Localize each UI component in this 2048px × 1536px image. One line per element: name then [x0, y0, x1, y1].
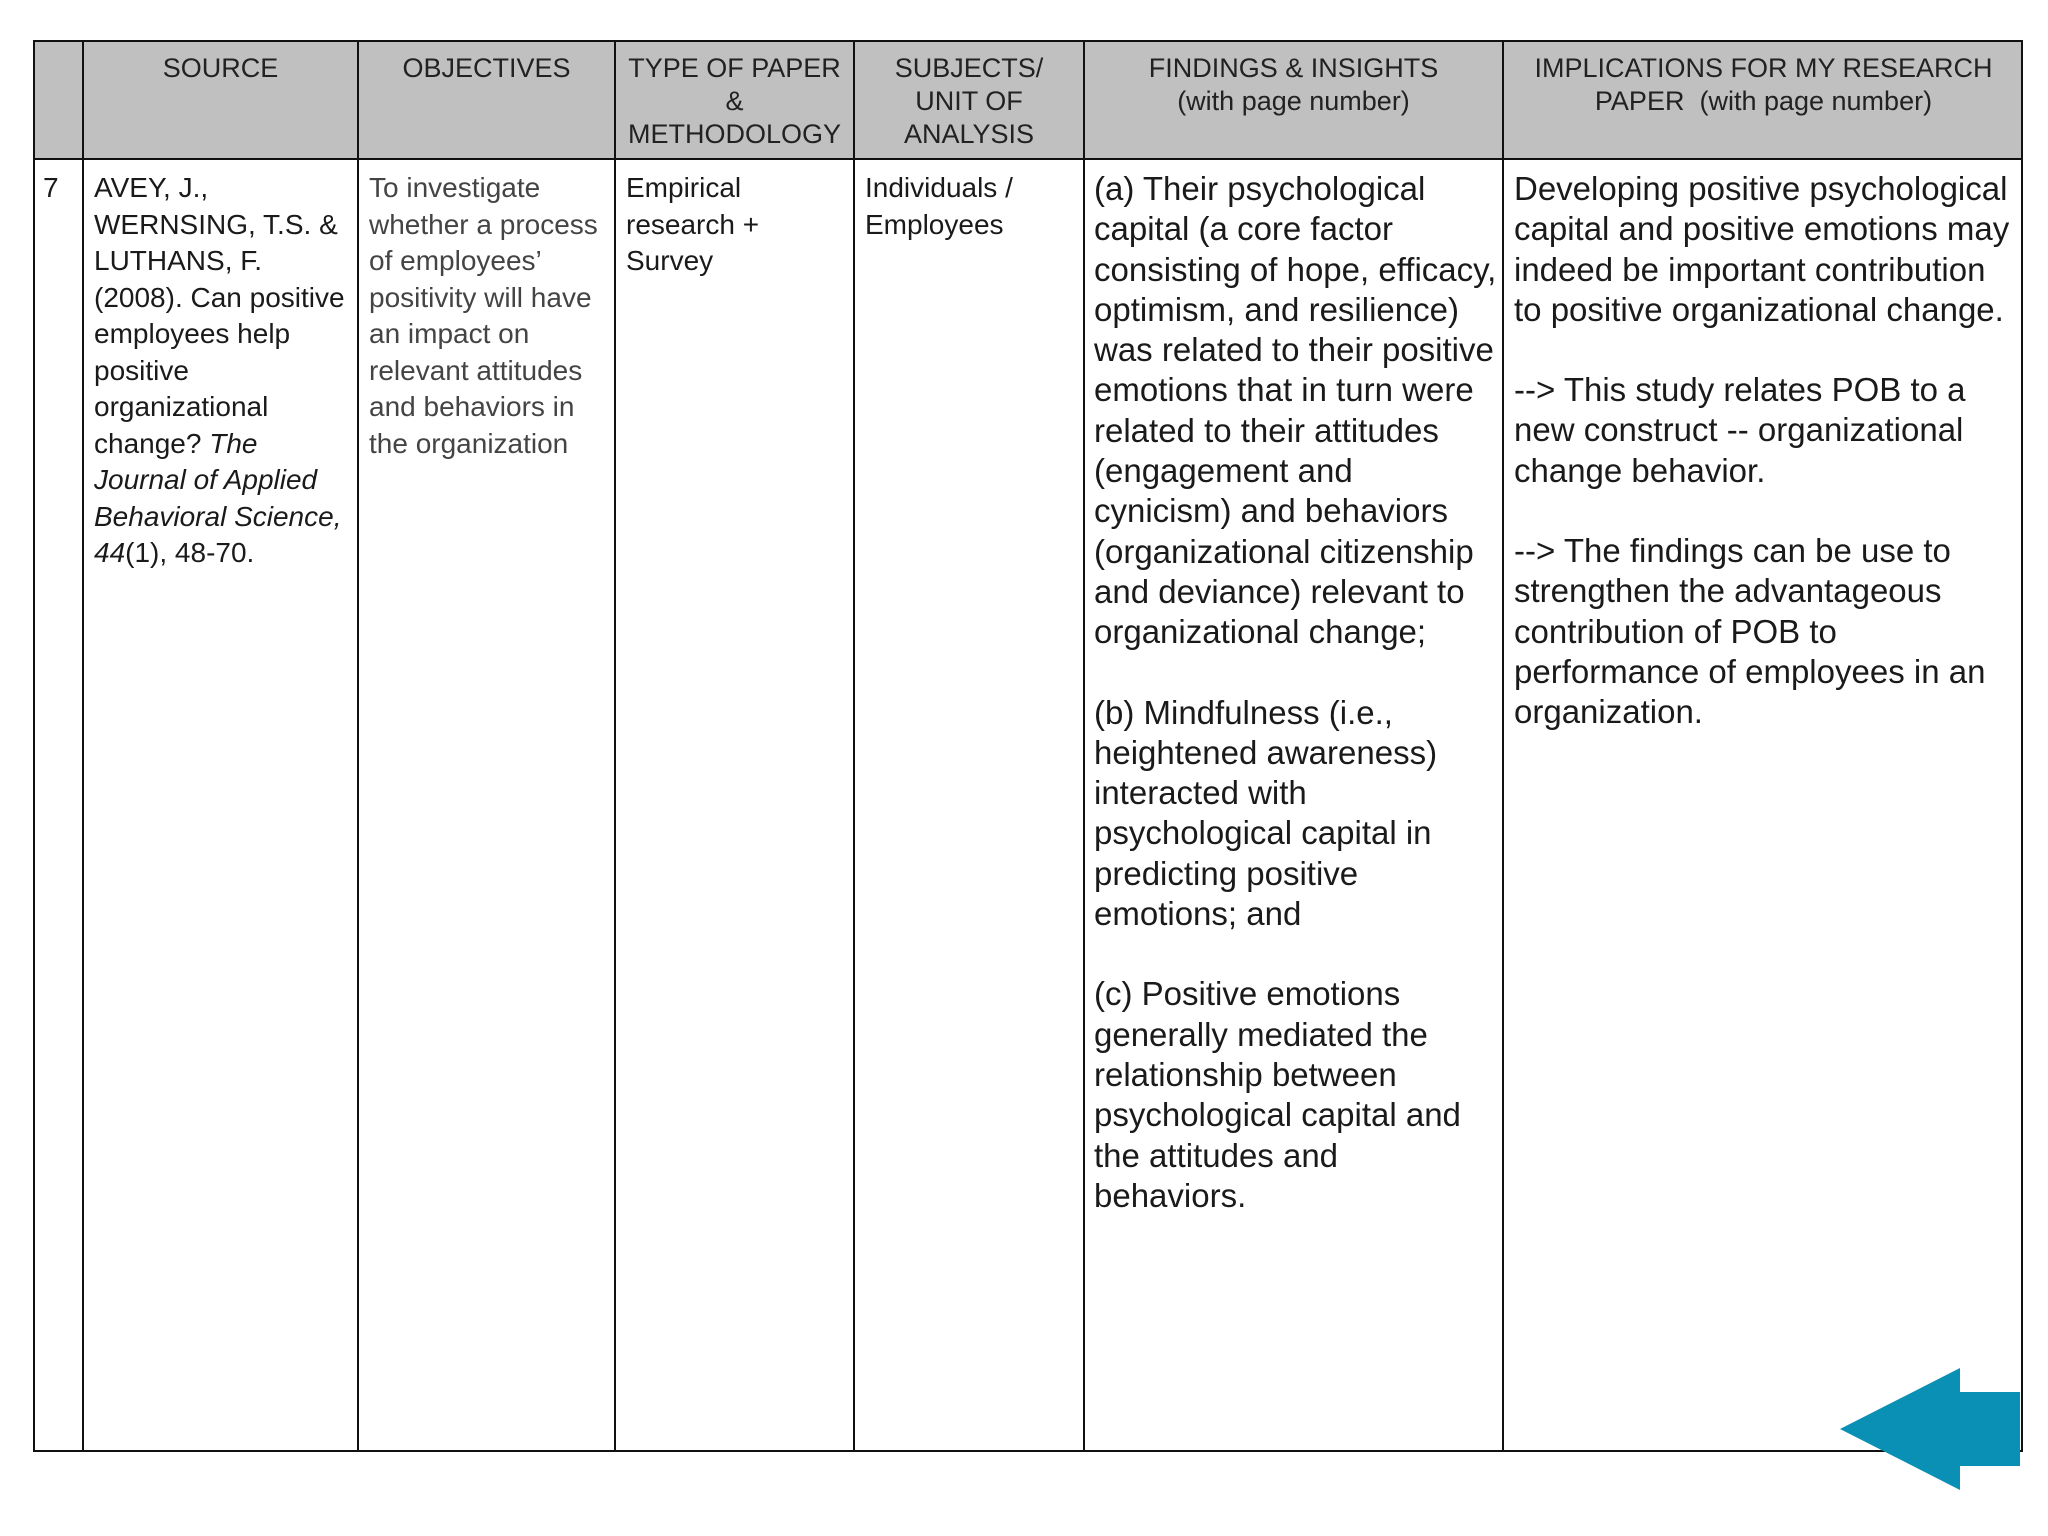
header-subjects: [855, 52, 1083, 151]
column-divider: [1083, 42, 1085, 1450]
citation: [94, 170, 350, 572]
header-objectives: [359, 52, 614, 85]
header-subjects-line: ANALYSIS: [903, 119, 1035, 149]
header-findings: [1085, 52, 1502, 118]
header-type-line: TYPE OF PAPER: [628, 53, 841, 83]
column-divider: [82, 42, 84, 1450]
cell-findings: [1094, 169, 1499, 1216]
header-objectives-label: OBJECTIVES: [402, 53, 571, 83]
back-arrow-shape[interactable]: [1840, 1368, 2020, 1490]
header-implications-line: PAPER (with page number): [1594, 86, 1933, 116]
implication-1: Developing positive psychological capital and positive emotions may indeed be important contribution to positive organizational change.: [1514, 170, 2010, 328]
row-number: 7: [43, 172, 59, 203]
implication-2: --> This study relates POB to a new construct -- organizational change behavior.: [1514, 371, 1966, 489]
finding-c: (c) Positive emotions generally mediated the relationship between psychological capital and the attitudes and behaviors.: [1094, 975, 1461, 1214]
column-divider: [357, 42, 359, 1450]
column-divider: [853, 42, 855, 1450]
cell-source: [94, 170, 350, 572]
header-source: [84, 52, 357, 85]
header-findings-line: (with page number): [1177, 86, 1410, 116]
cell-implications: [1514, 169, 2019, 733]
citation-authors: AVEY, J., WERNSING, T.S. & LUTHANS, F. (2008). Can positive employees help positive organizational change?: [94, 172, 345, 459]
column-divider: [1502, 42, 1504, 1450]
header-type: [616, 52, 853, 151]
column-divider: [614, 42, 616, 1450]
header-subjects-line: UNIT OF: [915, 86, 1023, 116]
cell-type: Empirical research + Survey: [626, 172, 760, 276]
header-implications: [1504, 52, 2023, 118]
header-implications-line: IMPLICATIONS FOR MY RESEARCH: [1534, 53, 1993, 83]
back-arrow-icon[interactable]: [1840, 1368, 2020, 1490]
header-findings-line: FINDINGS & INSIGHTS: [1148, 53, 1439, 83]
cell-subjects: Individuals / Employees: [865, 172, 1013, 240]
implication-3: --> The findings can be use to strengthen the advantageous contribution of POB to performance of employees in an organization.: [1514, 532, 1986, 731]
header-type-line: METHODOLOGY: [627, 119, 842, 149]
header-subjects-line: SUBJECTS/: [894, 53, 1044, 83]
citation-journal: The Journal of Applied Behavioral Science,: [94, 427, 342, 532]
literature-review-table: [33, 40, 2023, 1452]
finding-a: (a) Their psychological capital (a core factor consisting of hope, efficacy, optimism, and resilience) was related to their positive emotions that in turn were related to their attitudes (engagement and cynicism) and behaviors (organizational citizenship and deviance) relevant to organizational change;: [1094, 170, 1497, 651]
header-type-line: &: [725, 86, 744, 116]
finding-b: (b) Mindfulness (i.e., heightened awareness) interacted with psychological capital in predicting positive emotions; and: [1094, 693, 1438, 933]
header-source-label: SOURCE: [162, 53, 279, 83]
citation-volume: 44: [94, 537, 126, 568]
citation-issue-pages: (1), 48-70.: [125, 537, 255, 568]
cell-objectives: To investigate whether a process of employees’ positivity will have an impact on relevant attitudes and behaviors in the organization: [369, 172, 598, 459]
